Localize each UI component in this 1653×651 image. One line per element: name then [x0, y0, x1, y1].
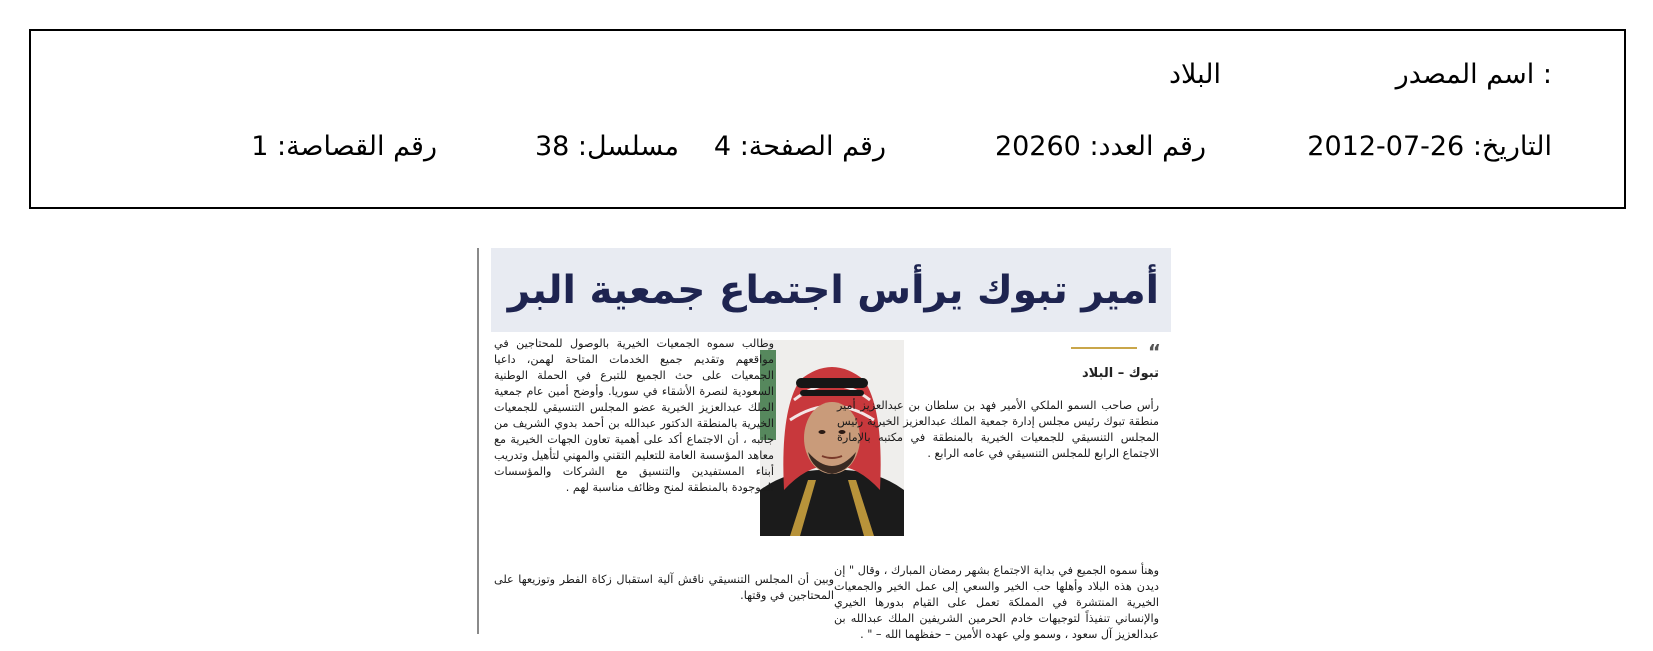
article-column-bottom	[494, 572, 834, 604]
date-field: التاريخ: 26-07-2012	[1307, 131, 1552, 162]
clipping-number-field: رقم القصاصة: 1	[251, 131, 437, 162]
article-paragraph: وبين أن المجلس التنسيقي ناقش آلية استقبال زكاة الفطر وتوزيعها على المحتاجين في وقتها.	[494, 573, 834, 602]
issue-number-field: رقم العدد: 20260	[994, 131, 1206, 162]
accent-rule	[1071, 347, 1137, 349]
article-column-right-lower	[834, 563, 1159, 643]
quote-mark-icon: “	[1147, 340, 1161, 364]
source-label: اسم المصدر :	[1395, 59, 1552, 90]
page-number-field: رقم الصفحة: 4	[713, 131, 886, 162]
headline-band	[491, 248, 1171, 332]
serial-field: مسلسل: 38	[534, 131, 679, 162]
clipping-metadata-box	[29, 29, 1626, 209]
article-paragraph: وطالب سموه الجمعيات الخيرية بالوصول للمحتاجين في مواقعهم وتقديم جميع الخدمات المتاحة لهمن، داعيا الجمعيات على حث الجميع للتبرع في الحملة الوطنية السعودية لنصرة الأشقاء في سوريا. وأوضح أمين عام جمعية الملك عبدالعزيز الخيرية عضو المجلس التنسيقي للجمعيات الخيرية بالمنطقة الدكتور عبدالله بن أحمد بدوي الشريف من جانبه ، أن الاجتماع أكد على أهمية تعاون الجهات الخيرية مع معاهد المؤسسة العامة للتعليم التقني والمهني لتأهيل وتدريب أبناء المستفيدين والتنسيق مع الشركات والمؤسسات الموجودة بالمنطقة لمنح وظائف مناسبة لهم .	[494, 337, 774, 494]
clipping-left-rule	[477, 248, 479, 634]
article-column-right	[837, 398, 1159, 462]
article-headline: أمير تبوك يرأس اجتماع جمعية البر	[507, 268, 1159, 313]
article-dateline: تبوك – البلاد	[1082, 366, 1159, 381]
newspaper-clipping	[477, 248, 1171, 641]
article-column-left	[494, 336, 774, 496]
article-paragraph: وهنأ سموه الجميع في بداية الاجتماع بشهر رمضان المبارك ، وقال " إن ديدن هذه البلاد وأهلها حب الخير والسعي إلى عمل الخير والجمعيات الخيرية المنتشرة في المملكة تعمل على القيام بدورها الخيري والإنساني تنفيذاً لتوجيهات خادم الحرمين الشريفين الملك عبدالله بن عبدالعزيز آل سعود ، وسمو ولي عهده الأمين – حفظهما الله – " .	[834, 564, 1159, 641]
source-value: البلاد	[1168, 59, 1221, 90]
article-paragraph: رأس صاحب السمو الملكي الأمير فهد بن سلطان بن عبدالعزيز أمير منطقة تبوك رئيس مجلس إدارة جمعية الملك عبدالعزيز الخيرية رئيس المجلس التنسيقي للجمعيات الخيرية بالمنطقة في مكتبه بالإمارة الاجتماع الرابع للمجلس التنسيقي في عامه الرابع .	[837, 399, 1159, 460]
